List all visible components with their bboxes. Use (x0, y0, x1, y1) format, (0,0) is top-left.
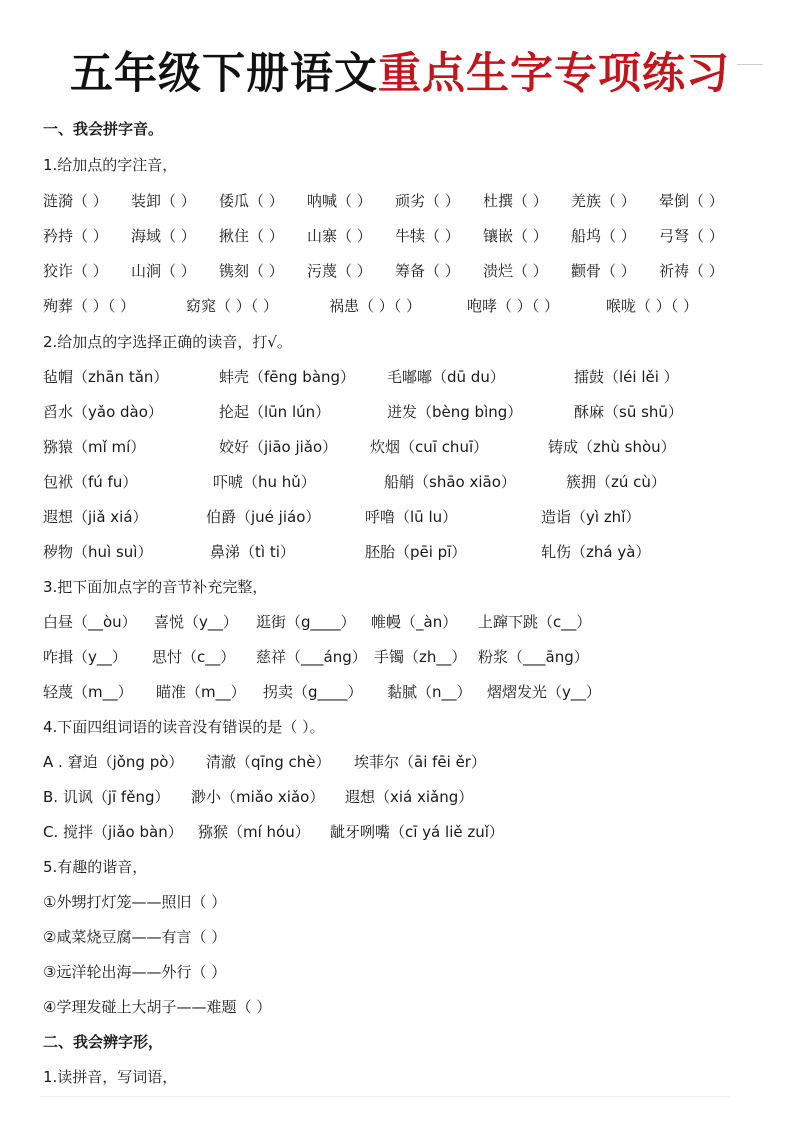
pinyin-item: 晕倒（ ） (659, 192, 724, 210)
q1-row-2 (0, 221, 800, 251)
title-red-part: 重点生字专项练习 (378, 49, 730, 99)
pinyin-item: 山寨（ ） (307, 227, 372, 245)
choice-item: 轧伤（zhá yà） (541, 543, 651, 561)
pinyin-item: 羌族（ ） (571, 192, 636, 210)
pinyin-item: 污蔑（ ） (307, 262, 372, 280)
option-item: B. 讥讽（jī fěng） (43, 788, 170, 806)
riddle-item: ②咸菜烧豆腐——有言（ ） (43, 928, 227, 946)
option-item: 猕猴（mí hóu） (198, 823, 310, 841)
option-item: 埃菲尔（āi fēi ěr） (354, 753, 486, 771)
fill-item: 熠熠发光（y__） (487, 683, 601, 701)
q5-prompt-row (0, 852, 800, 882)
pinyin-item: 殉葬（ ）（ ） (43, 297, 136, 315)
pinyin-item: 山涧（ ） (131, 262, 196, 280)
section-heading: 一、我会拼字音。 (43, 120, 164, 138)
pinyin-item: 呐喊（ ） (307, 192, 372, 210)
pinyin-item: 装卸（ ） (131, 192, 196, 210)
pinyin-item: 揪住（ ） (219, 227, 284, 245)
q2-row-6 (0, 537, 800, 567)
title-black-part: 五年级下册语文 (70, 49, 378, 99)
fill-item: 上蹿下跳（c__） (478, 613, 592, 631)
fill-item: 思忖（c__） (152, 648, 236, 666)
q5-item-1 (0, 887, 800, 917)
section-heading: 二、我会辨字形， (43, 1033, 164, 1051)
pinyin-item: 筹备（ ） (395, 262, 460, 280)
q2-row-3 (0, 432, 800, 462)
q2-prompt-row (0, 327, 800, 357)
q2-row-5 (0, 502, 800, 532)
option-item: A . 窘迫（jǒng pò） (43, 753, 184, 771)
choice-item: 鼻涕（tì ti） (210, 543, 295, 561)
pinyin-item: 溃烂（ ） (483, 262, 548, 280)
fill-item: 粉浆（___āng） (478, 648, 589, 666)
question-prompt: 3.把下面加点字的音节补充完整， (43, 578, 268, 596)
pinyin-item: 牛犊（ ） (395, 227, 460, 245)
divider (737, 64, 763, 65)
option-item: C. 搅拌（jiǎo bàn） (43, 823, 183, 841)
q1-row-3 (0, 256, 800, 286)
choice-item: 酥麻（sū shū） (574, 403, 683, 421)
option-item: 龇牙咧嘴（cī yá liě zuǐ） (330, 823, 504, 841)
fill-item: 黏腻（n__） (387, 683, 472, 701)
pinyin-item: 涟漪（ ） (43, 192, 108, 210)
riddle-item: ③远洋轮出海——外行（ ） (43, 963, 227, 981)
choice-item: 簇拥（zú cù） (566, 473, 666, 491)
q3-row-2 (0, 642, 800, 672)
choice-item: 姣好（jiāo jiǎo） (219, 438, 338, 456)
question-prompt: 4.下面四组词语的读音没有错误的是（ ）。 (43, 718, 325, 736)
pinyin-item: 顽劣（ ） (395, 192, 460, 210)
q5-item-4 (0, 992, 800, 1022)
choice-item: 抡起（lūn lún） (219, 403, 331, 421)
q5-item-3 (0, 957, 800, 987)
fill-item: 咋揖（y__） (43, 648, 127, 666)
q1-prompt-row (0, 150, 800, 180)
q3-row-3 (0, 677, 800, 707)
fill-item: 轻蔑（m__） (43, 683, 133, 701)
pinyin-item: 倭瓜（ ） (219, 192, 284, 210)
choice-item: 迸发（bèng bìng） (387, 403, 523, 421)
choice-item: 吓唬（hu hǔ） (213, 473, 316, 491)
question-prompt: 5.有趣的谐音， (43, 858, 148, 876)
fill-item: 帷幔（_àn） (371, 613, 458, 631)
q1-row-1 (0, 186, 800, 216)
pinyin-item: 狡诈（ ） (43, 262, 108, 280)
q4-option-b (0, 782, 800, 812)
fill-item: 慈祥（___áng） (256, 648, 367, 666)
fill-item: 瞄准（m__） (156, 683, 246, 701)
pinyin-item: 杜撰（ ） (483, 192, 548, 210)
choice-item: 毛嘟嘟（dū du） (387, 368, 505, 386)
pinyin-item: 窈窕（ ）（ ） (186, 297, 279, 315)
pinyin-item: 船坞（ ） (571, 227, 636, 245)
choice-item: 包袱（fú fu） (43, 473, 138, 491)
riddle-item: ①外甥打灯笼——照旧（ ） (43, 893, 227, 911)
pinyin-item: 咆哮（ ）（ ） (467, 297, 560, 315)
pinyin-item: 祸患（ ）（ ） (329, 297, 422, 315)
pinyin-item: 颧骨（ ） (571, 262, 636, 280)
pinyin-item: 海域（ ） (131, 227, 196, 245)
choice-item: 铸成（zhù shòu） (548, 438, 676, 456)
question-prompt: 2.给加点的字选择正确的读音，打√。 (43, 333, 292, 351)
q3-row-1 (0, 607, 800, 637)
section2-heading-row (0, 1027, 800, 1057)
section2-q1-row (0, 1062, 800, 1092)
choice-item: 擂鼓（léi lěi ） (574, 368, 679, 386)
option-item: 遐想（xiá xiǎng） (345, 788, 474, 806)
pinyin-item: 镌刻（ ） (219, 262, 284, 280)
choice-item: 猕猿（mǐ mí） (43, 438, 146, 456)
pinyin-item: 喉咙（ ）（ ） (606, 297, 699, 315)
q2-row-4 (0, 467, 800, 497)
choice-item: 伯爵（jué jiáo） (206, 508, 321, 526)
question-prompt: 1.读拼音，写词语， (43, 1068, 178, 1086)
choice-item: 炊烟（cuī chuī） (370, 438, 489, 456)
q1-row-4 (0, 291, 800, 321)
q4-option-a (0, 747, 800, 777)
choice-item: 造诣（yì zhǐ） (541, 508, 641, 526)
section1-heading-row (0, 114, 800, 144)
question-prompt: 1.给加点的字注音， (43, 156, 178, 174)
q4-option-c (0, 817, 800, 847)
q2-row-1 (0, 362, 800, 392)
fill-item: 喜悦（y__） (154, 613, 238, 631)
fill-item: 逛街（g____） (256, 613, 356, 631)
pinyin-item: 祈祷（ ） (659, 262, 724, 280)
choice-item: 蚌壳（fēng bàng） (219, 368, 356, 386)
pinyin-item: 镶嵌（ ） (483, 227, 548, 245)
q4-prompt-row (0, 712, 800, 742)
option-item: 渺小（miǎo xiǎo） (191, 788, 325, 806)
choice-item: 呼噜（lū lu） (365, 508, 458, 526)
fill-item: 拐卖（g____） (263, 683, 363, 701)
divider (40, 1096, 730, 1097)
fill-item: 手镯（zh__） (374, 648, 467, 666)
q2-row-2 (0, 397, 800, 427)
choice-item: 毡帽（zhān tǎn） (43, 368, 169, 386)
choice-item: 秽物（huì suì） (43, 543, 153, 561)
choice-item: 遐想（jiǎ xiá） (43, 508, 148, 526)
q5-item-2 (0, 922, 800, 952)
riddle-item: ④学理发碰上大胡子——难题（ ） (43, 998, 272, 1016)
option-item: 清澈（qīng chè） (206, 753, 331, 771)
choice-item: 胚胎（pēi pī） (365, 543, 467, 561)
page-title (0, 40, 800, 101)
choice-item: 船艄（shāo xiāo） (384, 473, 516, 491)
fill-item: 白昼（__òu） (43, 613, 137, 631)
q3-prompt-row (0, 572, 800, 602)
pinyin-item: 矜持（ ） (43, 227, 108, 245)
pinyin-item: 弓弩（ ） (659, 227, 724, 245)
choice-item: 舀水（yǎo dào） (43, 403, 163, 421)
